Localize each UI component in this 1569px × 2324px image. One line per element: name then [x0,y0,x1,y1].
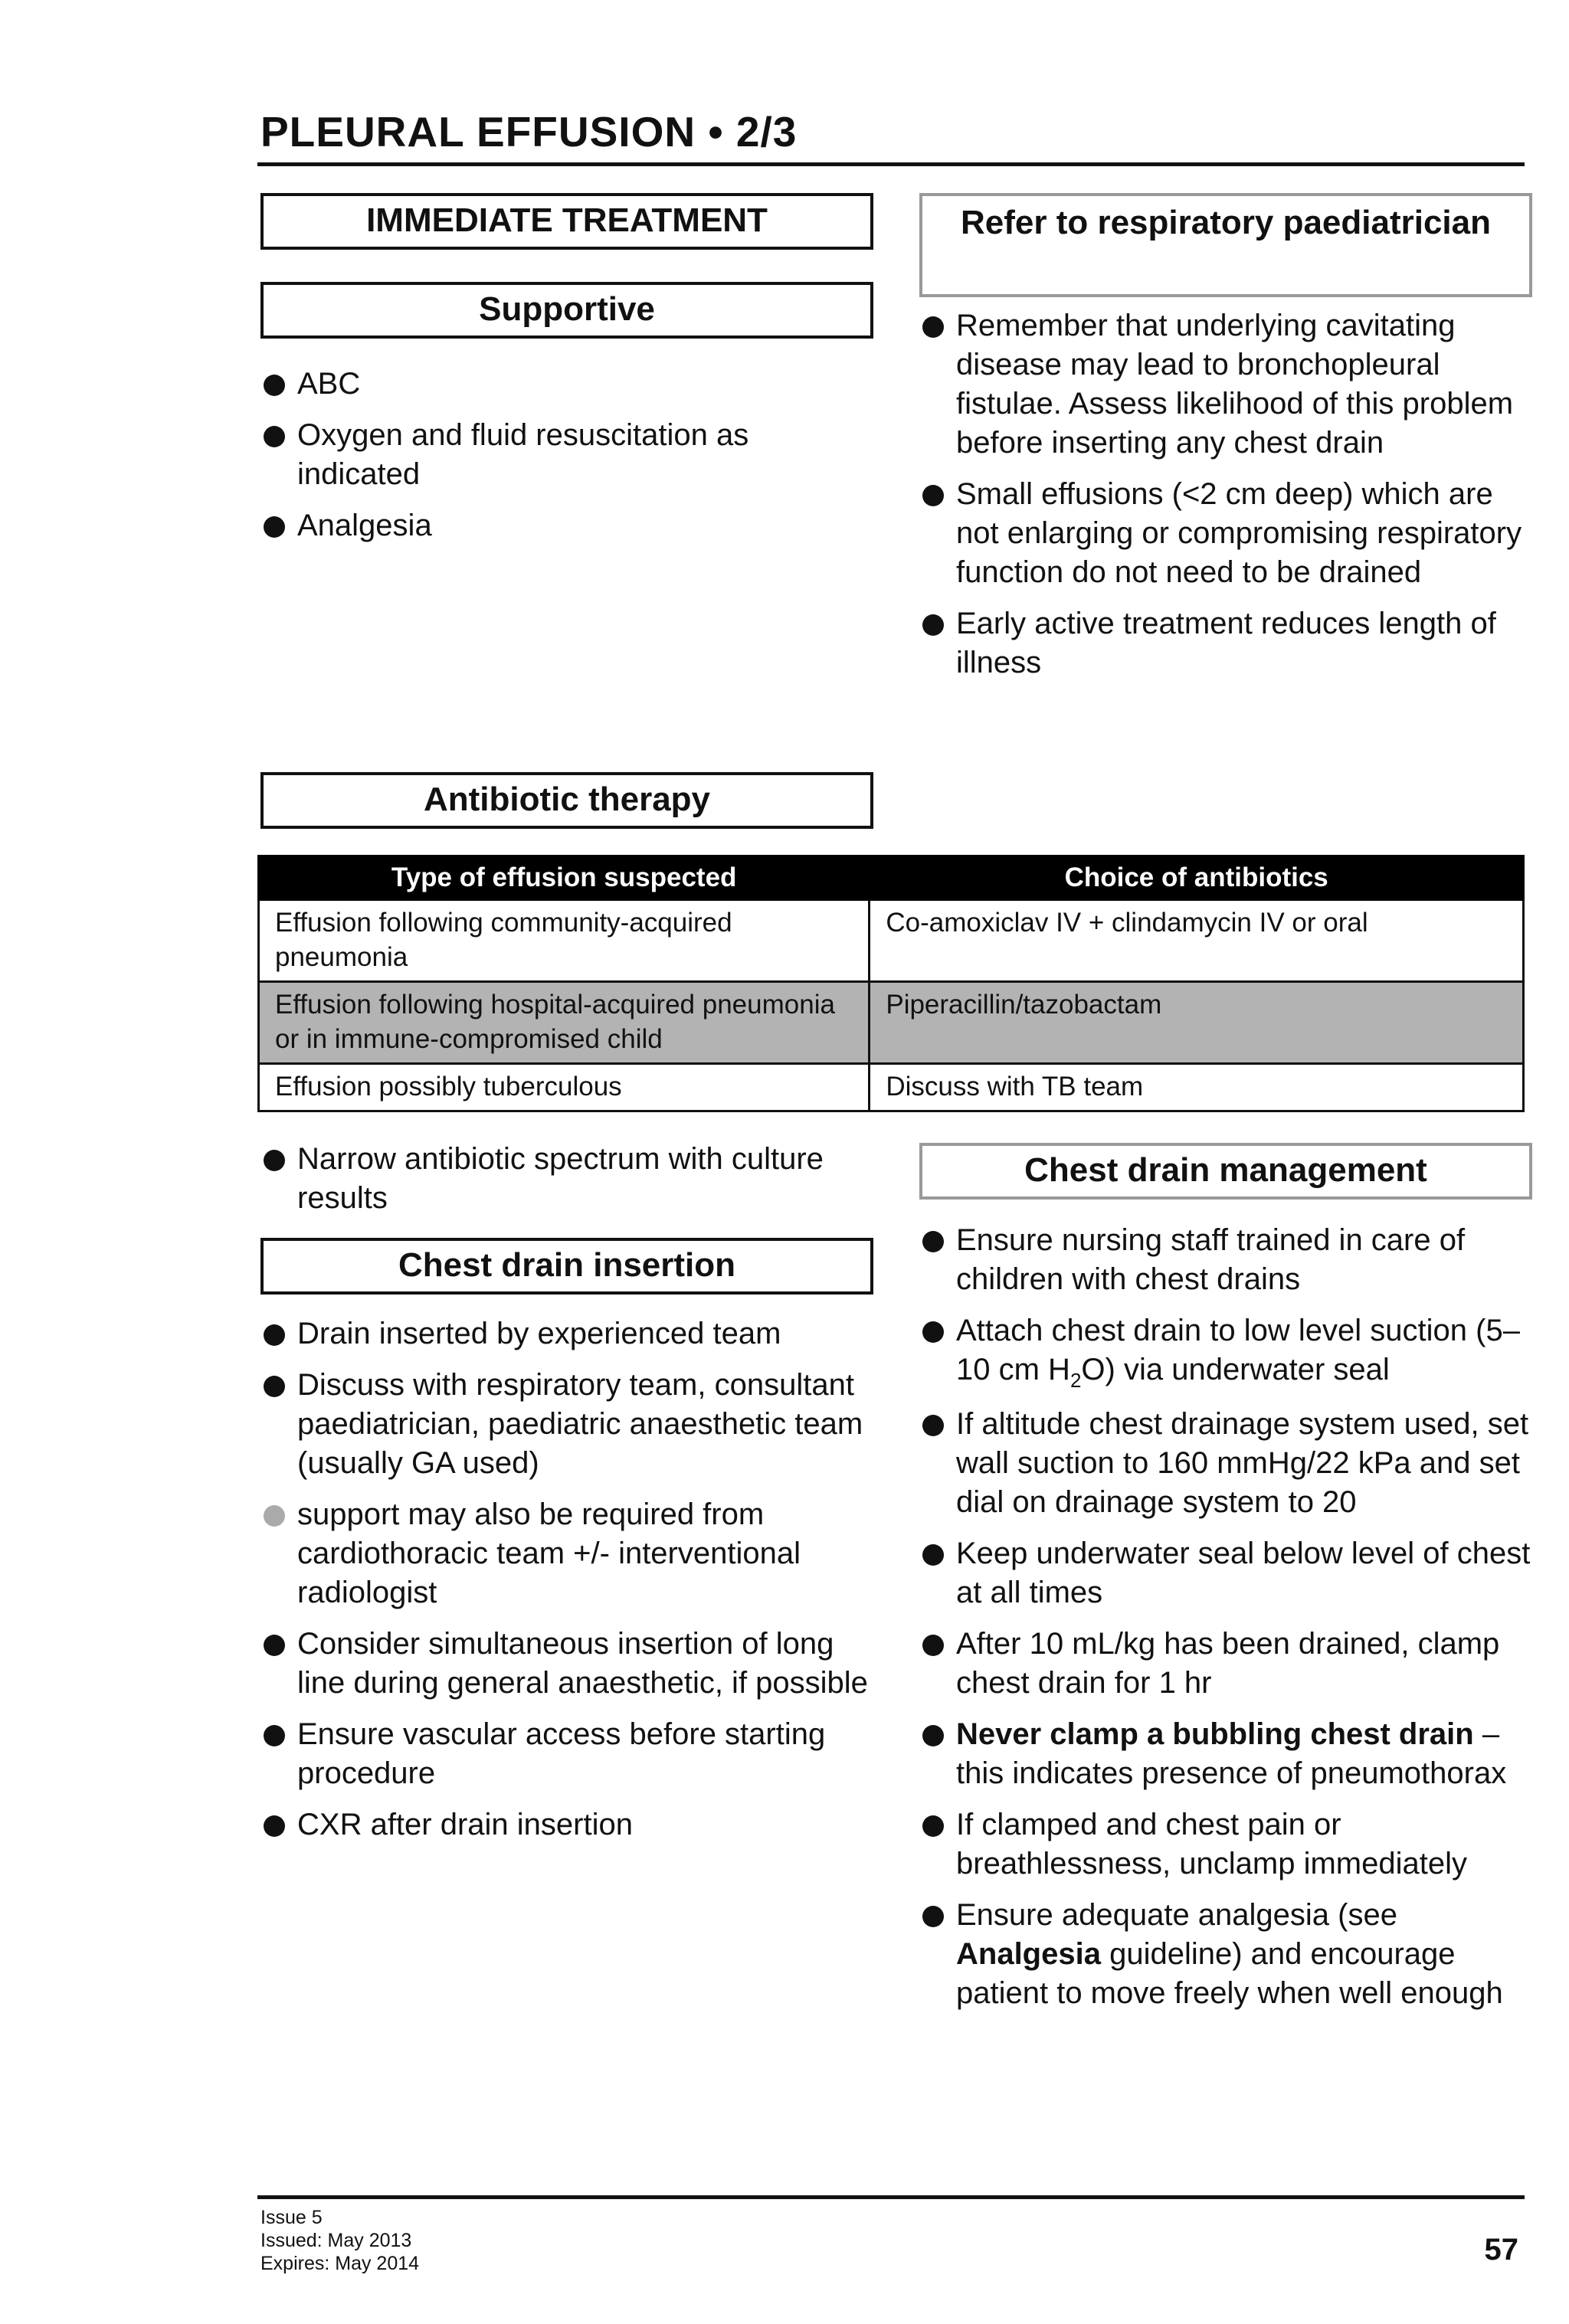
list-item: Keep underwater seal below level of chest at all times [919,1534,1532,1612]
list-item: Early active treatment reduces length of illness [919,604,1532,682]
bullet-icon [264,1635,285,1656]
bullet-icon [264,1376,285,1397]
right-column-bottom [919,1143,1532,2025]
bullet-icon [922,1415,944,1436]
bullet-icon [922,1725,944,1746]
footer-divider [257,2195,1525,2199]
supportive-heading: Supportive [260,282,873,339]
list-item: Never clamp a bubbling chest drain – this indicates presence of pneumothorax [919,1715,1532,1793]
title-divider [257,162,1525,166]
left-column-bottom [260,1140,889,1857]
list-item: Drain inserted by experienced team [260,1314,889,1353]
chest-drain-management-heading: Chest drain management [919,1143,1532,1200]
bullet-icon [264,1815,285,1837]
list-item: Remember that underlying cavitating disease may lead to bronchopleural fistulae. Assess likelihood of this problem before inserting any chest drain [919,306,1532,463]
list-item: If clamped and chest pain or breathlessness, unclamp immediately [919,1805,1532,1884]
table-cell: Effusion following community-acquired pneumonia [259,900,870,982]
list-item: If altitude chest drainage system used, set wall suction to 160 mmHg/22 kPa and set dial on drainage system to 20 [919,1405,1532,1522]
bullet-icon [922,1635,944,1656]
list-item: Attach chest drain to low level suction (5–10 cm $H_2O$) via underwater seal [919,1311,1532,1393]
list-item: Ensure nursing staff trained in care of children with chest drains [919,1221,1532,1299]
list-item: Oxygen and fluid resuscitation as indicated [260,416,873,494]
bullet-icon [922,316,944,338]
list-item: Analgesia [260,506,873,545]
table-cell: Effusion following hospital-acquired pneumonia or in immune-compromised child [259,982,870,1064]
list-item: ABC [260,365,873,404]
list-item: Ensure adequate analgesia (see Analgesia guideline) and encourage patient to move freely when well enough [919,1896,1532,2013]
expiry-date: Expires: May 2014 [260,2253,420,2274]
bullet-light-icon [264,1505,285,1527]
refer-list [919,306,1532,682]
refer-heading: Refer to respiratory paediatrician [919,193,1532,297]
list-item: support may also be required from cardiothoracic team +/- interventional radiologist [260,1495,889,1612]
list-item: After 10 mL/kg has been drained, clamp chest drain for 1 hr [919,1625,1532,1703]
list-item: Ensure vascular access before starting procedure [260,1715,889,1793]
right-column-top [919,193,1532,695]
antibiotic-table [257,855,1525,1112]
table-row [259,982,1524,1064]
table-cell: Co-amoxiclav IV + clindamycin IV or oral [870,900,1524,982]
issue-number: Issue 5 [260,2207,323,2228]
table-header-cell: Choice of antibiotics [870,856,1524,900]
table-row [259,900,1524,982]
bullet-icon [264,1324,285,1346]
list-item: Consider simultaneous insertion of long line during general anaesthetic, if possible [260,1625,889,1703]
narrow-list [260,1140,889,1218]
footer-issue-info [260,2206,419,2275]
management-list [919,1221,1532,2013]
list-item: Discuss with respiratory team, consultant paediatrician, paediatric anaesthetic team (usually GA used) [260,1366,889,1483]
bullet-icon [264,1150,285,1171]
page-number: 57 [1484,2233,1518,2267]
bullet-icon [922,1321,944,1343]
bullet-icon [922,1815,944,1837]
bullet-icon [922,1906,944,1927]
table-row [259,1064,1524,1111]
bullet-icon [922,1231,944,1252]
insertion-list [260,1314,889,1844]
table-cell: Piperacillin/tazobactam [870,982,1524,1064]
issued-date: Issued: May 2013 [260,2230,412,2251]
supportive-list [260,365,873,545]
antibiotic-therapy-heading: Antibiotic therapy [260,772,873,829]
table-header-row [259,856,1524,900]
table-cell: Discuss with TB team [870,1064,1524,1111]
bullet-icon [264,426,285,447]
table-cell: Effusion possibly tuberculous [259,1064,870,1111]
page-title: PLEURAL EFFUSION • 2/3 [260,108,798,155]
bullet-icon [922,1544,944,1566]
list-item: CXR after drain insertion [260,1805,889,1844]
bullet-icon [922,485,944,506]
bullet-icon [264,375,285,396]
left-column-top [260,193,873,558]
immediate-treatment-heading: IMMEDIATE TREATMENT [260,193,873,250]
chest-drain-insertion-heading: Chest drain insertion [260,1238,873,1295]
bullet-icon [264,516,285,538]
table-header-cell: Type of effusion suspected [259,856,870,900]
list-item: Narrow antibiotic spectrum with culture results [260,1140,889,1218]
bullet-icon [922,614,944,636]
list-item: Small effusions (<2 cm deep) which are not enlarging or compromising respiratory function do not need to be drained [919,475,1532,592]
bullet-icon [264,1725,285,1746]
